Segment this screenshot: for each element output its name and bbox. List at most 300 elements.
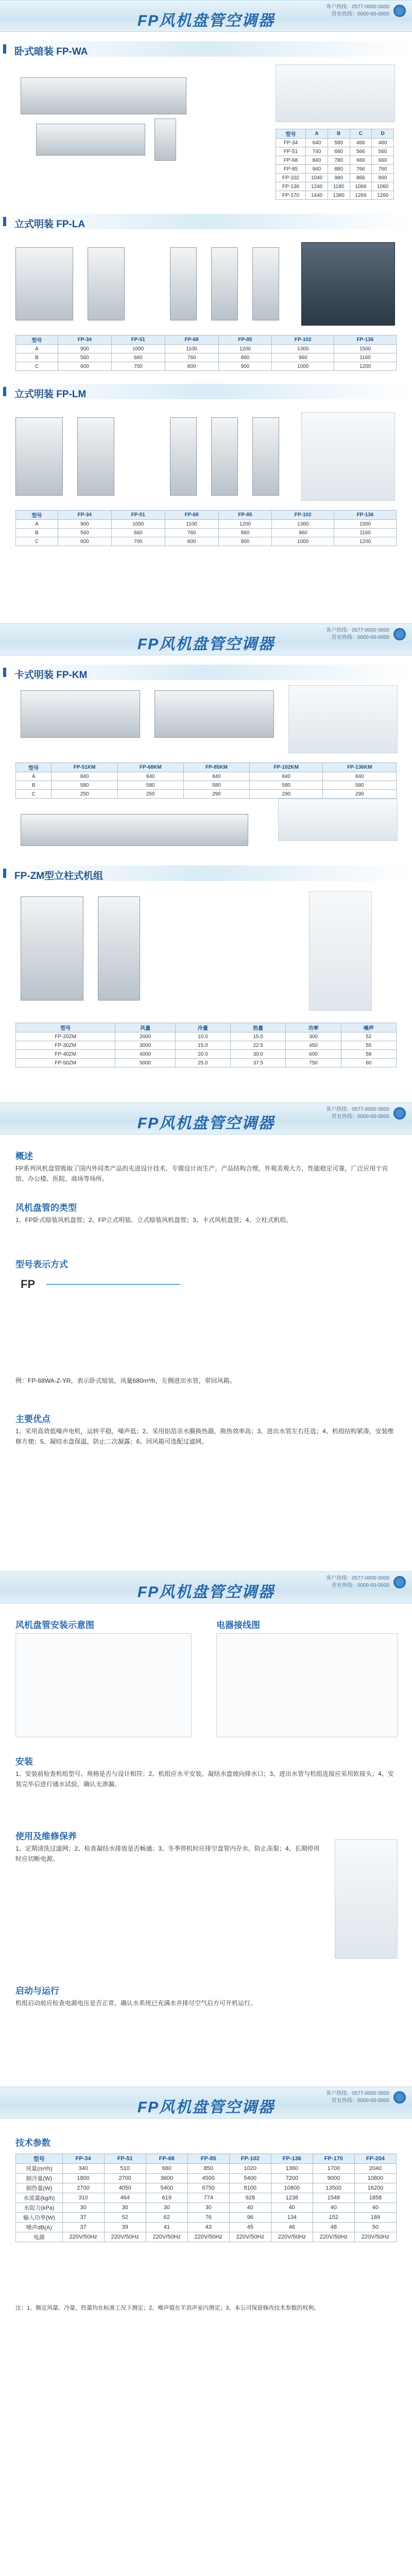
wm-table-cell: A <box>306 129 328 139</box>
la-table-row <box>16 362 397 371</box>
tech-table-cell: 62 <box>146 2213 187 2223</box>
km-table-row <box>16 763 397 772</box>
wm-drawing-side <box>36 124 145 156</box>
features-heading: 主要优点 <box>15 1414 50 1424</box>
wm-table-cell: FP-51 <box>276 147 306 156</box>
wm-table-cell: 866 <box>350 174 372 182</box>
zm-table-cell: 冷量 <box>175 1023 230 1032</box>
wm-drawing-end <box>154 118 176 161</box>
zm-table-cell: 4000 <box>115 1050 175 1059</box>
zm-table-row <box>16 1050 397 1059</box>
tech-heading: 技术参数 <box>15 2138 50 2148</box>
lm-table-cell: 1160 <box>334 529 397 537</box>
tech-table-cell: 39 <box>104 2223 146 2232</box>
tech-table-cell: 30 <box>187 2203 229 2213</box>
steps-text: 1、安装前检查机组型号、规格是否与设计相符；2、机组应水平安装，凝结水盘坡向排水口；3、进出水管与机组连接应采用软接头；4、安装完毕后进行通水试验，确认无渗漏。 <box>15 1770 394 1788</box>
lm-drawing-2 <box>170 417 197 496</box>
tech-table-row <box>16 2174 397 2183</box>
la-drawing-front <box>15 247 73 320</box>
la-table-cell: 1000 <box>272 362 334 371</box>
zm-table-cell: FP-40ZM <box>16 1050 115 1059</box>
hotline-1: 客户热线：0577-0000 0000 <box>326 4 389 10</box>
wm-table-cell: 580 <box>328 139 350 147</box>
hotline-2: 营业热线：0000-00-0000 <box>331 1583 389 1588</box>
tech-table-cell: 50 <box>354 2223 396 2232</box>
lm-table-cell: FP-68 <box>165 511 218 520</box>
wm-table-row <box>276 139 394 147</box>
tech-table-cell: 1858 <box>354 2193 396 2203</box>
km-table-cell: B <box>16 781 52 790</box>
km-table-cell: 290 <box>250 790 323 799</box>
la-table-cell: 560 <box>58 353 111 362</box>
wm-table-cell: 680 <box>328 147 350 156</box>
lm-table-cell: 760 <box>165 529 218 537</box>
zm-table-cell: 10.0 <box>175 1032 230 1041</box>
wm-table-cell: 880 <box>328 165 350 174</box>
zm-table-row <box>16 1041 397 1050</box>
tech-table-cell: 464 <box>104 2193 146 2203</box>
wm-table-cell: FP-34 <box>276 139 306 147</box>
wm-table-cell: FP-102 <box>276 174 306 182</box>
tech-table-row <box>16 2203 397 2213</box>
tech-notes: 注：1、额定风量、冷量、热量均在标准工况下测定；2、噪声值在半消声室内测定；3、本公司保留修改技术参数的权利。 <box>15 2305 320 2311</box>
model-heading: 型号表示方式 <box>15 1260 68 1269</box>
lm-table-cell: 860 <box>218 529 272 537</box>
tech-table-cell: 510 <box>104 2164 146 2174</box>
zm-table-row <box>16 1023 397 1032</box>
tech-table-cell: 噪声dB(A) <box>16 2223 63 2232</box>
zm-table-cell: 热量 <box>231 1023 286 1032</box>
tech-table-cell: FP-68 <box>146 2154 187 2164</box>
hotline-2: 营业热线：0000-00-0000 <box>331 1114 389 1120</box>
la-table-cell: 1300 <box>272 345 334 353</box>
tech-table-cell: 48 <box>313 2223 354 2232</box>
band-fp-wm <box>0 41 412 57</box>
km-panel-photo <box>278 799 398 841</box>
km-table-row <box>16 790 397 799</box>
hotline-2: 营业热线：0000-00-0000 <box>331 2098 389 2104</box>
zm-table-cell: 15.0 <box>231 1032 286 1041</box>
la-table-cell: C <box>16 362 58 371</box>
wm-unit-image <box>21 77 186 114</box>
la-table-cell: 1100 <box>165 345 218 353</box>
tech-table-cell: 310 <box>62 2193 104 2203</box>
model-code-line <box>46 1284 180 1285</box>
section-tech <box>0 2087 412 2576</box>
zm-drawing-front <box>21 896 83 1001</box>
km-table-cell: 840 <box>183 772 249 781</box>
la-table-cell: 1200 <box>218 345 272 353</box>
tech-table-cell: 40 <box>313 2203 354 2213</box>
lm-table-cell: FP-51 <box>111 511 165 520</box>
lm-table-cell: 型号 <box>16 511 58 520</box>
la-table-cell: FP-68 <box>165 335 218 345</box>
header-bar <box>0 0 412 32</box>
zm-table-cell: 55 <box>341 1041 396 1050</box>
tech-table-cell: 1238 <box>271 2193 313 2203</box>
wm-spec-table <box>276 129 394 200</box>
km-product-photo <box>288 685 398 753</box>
wm-table-cell: 466 <box>350 139 372 147</box>
lm-drawing-front <box>15 417 63 496</box>
band-fp-lm <box>0 384 412 399</box>
tech-table-cell: 16200 <box>354 2183 396 2193</box>
tech-table-cell: 5400 <box>229 2174 271 2183</box>
tech-table-row <box>16 2154 397 2164</box>
hotline <box>326 627 389 641</box>
zm-table-cell: 450 <box>286 1041 341 1050</box>
type-heading: 风机盘管的类型 <box>15 1203 77 1213</box>
tech-table-row <box>16 2193 397 2203</box>
tech-table-row <box>16 2223 397 2232</box>
zm-table-cell: 60 <box>341 1059 396 1067</box>
band-marker-icon <box>3 44 6 54</box>
la-table-cell: FP-34 <box>58 335 111 345</box>
wm-table-cell: 1266 <box>350 191 372 200</box>
zm-table-cell: 52 <box>341 1032 396 1041</box>
la-product-photo <box>301 242 395 326</box>
tech-table-cell: 水流量(kg/h) <box>16 2193 63 2203</box>
km-table-cell: A <box>16 772 52 781</box>
tech-table-cell: 10800 <box>354 2174 396 2183</box>
lm-table-cell: A <box>16 520 58 529</box>
maint-text: 1、定期清洗过滤网；2、检查凝结水排放是否畅通；3、冬季停机时应排空盘管内存水，防止冻裂；4、长期停用时应切断电源。 <box>15 1845 320 1862</box>
tech-table-cell: 76 <box>187 2213 229 2223</box>
la-table-cell: 860 <box>218 353 272 362</box>
km-drawing-panel <box>21 814 248 846</box>
la-drawing-2 <box>170 247 197 320</box>
lm-table-cell: 700 <box>111 537 165 546</box>
band-marker-icon <box>3 668 6 677</box>
tech-table-cell: 4050 <box>104 2183 146 2193</box>
tech-table-cell: 134 <box>271 2213 313 2223</box>
hotline-1: 客户热线：0577-0000 0000 <box>326 1107 389 1112</box>
model-note: 例：FP-68WA-Z-YR，表示卧式暗装，风量680m³/h，左侧进出水管，带回风箱。 <box>15 1377 236 1384</box>
tech-table-cell: 30 <box>104 2203 146 2213</box>
km-table-cell: FP-136KM <box>323 763 397 772</box>
hotline <box>326 2090 389 2105</box>
tech-table-cell: 850 <box>187 2164 229 2174</box>
tech-table-row <box>16 2183 397 2193</box>
la-table-cell: A <box>16 345 58 353</box>
km-table-cell: 580 <box>117 781 183 790</box>
lm-table-row <box>16 529 397 537</box>
lm-table-cell: 1100 <box>165 520 218 529</box>
km-table-cell: 580 <box>250 781 323 790</box>
lm-drawing-4 <box>252 417 279 496</box>
zm-table-cell: 750 <box>286 1059 341 1067</box>
tech-table-row <box>16 2232 397 2242</box>
wm-table-cell: FP-136 <box>276 182 306 191</box>
wm-table-cell: 760 <box>372 165 394 174</box>
header-title: FP风机盘管空调器 <box>137 636 275 653</box>
lm-table-row <box>16 520 397 529</box>
header-title: FP风机盘管空调器 <box>137 12 275 29</box>
type-text: 1、FP卧式暗装风机盘管；2、FP立式明装、立式暗装风机盘管；3、卡式风机盘管；4、立柱式机组。 <box>15 1216 293 1224</box>
tech-table-cell: 40 <box>271 2203 313 2213</box>
tech-table-cell: 680 <box>146 2164 187 2174</box>
features-text: 1、采用高效低噪声电机，运转平稳，噪声低；2、采用铝箔亲水膜换热器，换热效率高；3、进出水管左右任选；4、机组结构紧凑，安装维修方便；5、凝结水盘保温，防止二次凝露；6、回风箱可选配过滤网。 <box>15 1428 394 1445</box>
tech-table-row <box>16 2213 397 2223</box>
wm-table-cell: 740 <box>306 147 328 156</box>
header-bar <box>0 1571 412 1603</box>
tech-table-cell: 45 <box>229 2223 271 2232</box>
header-bar <box>0 2087 412 2119</box>
hotline-2: 营业热线：0000-00-0000 <box>331 635 389 640</box>
zm-table-cell: 3000 <box>115 1041 175 1050</box>
tech-table-cell: 1020 <box>229 2164 271 2174</box>
tech-table-cell: 9000 <box>313 2174 354 2183</box>
lm-table-cell: 800 <box>165 537 218 546</box>
header-bar <box>0 623 412 655</box>
zm-table-cell: 300 <box>286 1032 341 1041</box>
wm-table-cell: 566 <box>350 147 372 156</box>
tech-table-cell: 220V/50Hz <box>104 2232 146 2242</box>
wm-product-photo <box>276 64 395 122</box>
tech-table-cell: 1700 <box>313 2164 354 2174</box>
tech-table-cell: 型号 <box>16 2154 63 2164</box>
wm-table-cell: D <box>372 129 394 139</box>
wm-table-cell: 1040 <box>306 174 328 182</box>
km-table-cell: 290 <box>183 790 249 799</box>
la-table-row <box>16 335 397 345</box>
zm-table-cell: FP-30ZM <box>16 1041 115 1050</box>
tech-table-cell: 水阻力(kPa) <box>16 2203 63 2213</box>
la-table-cell: 型号 <box>16 335 58 345</box>
zm-table-cell: FP-50ZM <box>16 1059 115 1067</box>
brand-logo-icon <box>393 2091 406 2104</box>
la-table-cell: FP-85 <box>218 335 272 345</box>
zm-table-cell: 22.5 <box>231 1041 286 1050</box>
tech-table-cell: FP-51 <box>104 2154 146 2164</box>
tech-table-cell: 30 <box>146 2203 187 2213</box>
tech-table-cell: FP-34 <box>62 2154 104 2164</box>
lm-table-cell: 1300 <box>272 520 334 529</box>
brand-logo-icon <box>393 1107 406 1120</box>
km-table-cell: 250 <box>117 790 183 799</box>
km-drawing-top <box>21 690 140 738</box>
lm-table-cell: 900 <box>218 537 272 546</box>
tech-table-cell: 7200 <box>271 2174 313 2183</box>
tech-table-cell: 96 <box>229 2213 271 2223</box>
tech-table-cell: 4500 <box>187 2174 229 2183</box>
tech-table-cell: 189 <box>354 2213 396 2223</box>
hotline <box>326 1575 389 1589</box>
tech-table-cell: 774 <box>187 2193 229 2203</box>
km-table-cell: 580 <box>52 781 117 790</box>
hotline <box>326 1106 389 1121</box>
wm-table-cell: 766 <box>350 165 372 174</box>
band-marker-icon <box>3 217 6 226</box>
tech-table-cell: 5400 <box>146 2183 187 2193</box>
wm-table-cell: 1380 <box>328 191 350 200</box>
install-heading: 风机盘管安装示意图 <box>15 1620 94 1630</box>
tech-table-cell: 1360 <box>271 2164 313 2174</box>
band-marker-icon <box>3 869 6 878</box>
tech-table-cell: 电源 <box>16 2232 63 2242</box>
zm-table-cell: 噪声 <box>341 1023 396 1032</box>
band-label: 立式明装 FP-LA <box>14 219 85 230</box>
header-bar <box>0 1103 412 1134</box>
tech-table-cell: 40 <box>354 2203 396 2213</box>
tech-table-cell: 220V/50Hz <box>271 2232 313 2242</box>
km-table-cell: C <box>16 790 52 799</box>
wm-table-cell: FP-170 <box>276 191 306 200</box>
la-table-cell: 1000 <box>111 345 165 353</box>
brand-logo-icon <box>393 1576 406 1588</box>
overview-text: FP系列风机盘管吸取了国内外同类产品的先进设计技术，专题设计而生产。产品结构合理，外观美观大方，性能稳定可靠，广泛应用于宾馆、办公楼、医院、商场等场所。 <box>15 1165 388 1182</box>
zm-table-cell: 5000 <box>115 1059 175 1067</box>
wm-table-cell: 1066 <box>350 182 372 191</box>
zm-table-cell: 15.0 <box>175 1041 230 1050</box>
lm-table-cell: 1000 <box>111 520 165 529</box>
wm-table-row <box>276 165 394 174</box>
tech-table-cell: 220V/50Hz <box>313 2232 354 2242</box>
tech-table-cell: FP-136 <box>271 2154 313 2164</box>
tech-table-row <box>16 2164 397 2174</box>
brand-logo-icon <box>393 5 406 17</box>
start-text: 机组启动前应检查电源电压是否正常，确认水系统已充满水并排尽空气后方可开机运行。 <box>15 1999 257 2007</box>
tech-table-cell: 6750 <box>187 2183 229 2193</box>
tech-table-cell: 220V/50Hz <box>229 2232 271 2242</box>
wm-table-row <box>276 174 394 182</box>
km-table-cell: 840 <box>323 772 397 781</box>
lm-table-cell: 660 <box>111 529 165 537</box>
tech-table-cell: 2040 <box>354 2164 396 2174</box>
section-km-zm <box>0 623 412 1103</box>
wm-table-row <box>276 182 394 191</box>
hotline-1: 客户热线：0577-0000 0000 <box>326 628 389 633</box>
wm-table-cell: 860 <box>372 174 394 182</box>
la-table-row <box>16 345 397 353</box>
zm-drawing-side <box>98 896 140 1001</box>
km-table-row <box>16 772 397 781</box>
tech-table-cell: 风量(m³/h) <box>16 2164 63 2174</box>
km-drawing-side <box>154 690 274 738</box>
hotline-1: 客户热线：0577-0000 0000 <box>326 2091 389 2096</box>
lm-table-cell: FP-34 <box>58 511 111 520</box>
tech-table-cell: 340 <box>62 2164 104 2174</box>
km-table-cell: 840 <box>52 772 117 781</box>
tech-table-cell: 220V/50Hz <box>146 2232 187 2242</box>
km-table-cell: 840 <box>250 772 323 781</box>
la-table-cell: 900 <box>58 345 111 353</box>
la-table-cell: 700 <box>111 362 165 371</box>
tech-table-cell: 制冷量(W) <box>16 2174 63 2183</box>
zm-table-cell: 20.0 <box>175 1050 230 1059</box>
la-table-cell: 1500 <box>334 345 397 353</box>
la-table-cell: 1160 <box>334 353 397 362</box>
zm-table-cell: 功率 <box>286 1023 341 1032</box>
lm-table-row <box>16 537 397 546</box>
circuit-heading: 电器接线图 <box>216 1620 260 1630</box>
overview-heading: 概述 <box>15 1151 33 1161</box>
la-table-cell: 660 <box>111 353 165 362</box>
tech-table-cell: 30 <box>62 2203 104 2213</box>
tech-table-cell: 46 <box>271 2223 313 2232</box>
tech-table-cell: 13500 <box>313 2183 354 2193</box>
zm-table-cell: 型号 <box>16 1023 115 1032</box>
brand-logo-icon <box>393 628 406 640</box>
km-table-cell: FP-102KM <box>250 763 323 772</box>
band-label: FP-ZM型立柱式机组 <box>14 871 104 882</box>
zm-table-cell: FP-20ZM <box>16 1032 115 1041</box>
tech-table-cell: 52 <box>104 2213 146 2223</box>
la-drawing-side <box>88 247 125 320</box>
tech-table-cell: 10800 <box>271 2183 313 2193</box>
tech-table-cell: 制热量(W) <box>16 2183 63 2193</box>
lm-table-cell: 1500 <box>334 520 397 529</box>
zm-table-cell: 2000 <box>115 1032 175 1041</box>
band-label: 立式明装 FP-LM <box>14 389 87 400</box>
steps-heading: 安装 <box>15 1757 33 1767</box>
tech-table-cell: 2700 <box>104 2174 146 2183</box>
header-title: FP风机盘管空调器 <box>137 1584 275 1601</box>
lm-drawing-side <box>77 417 114 496</box>
la-drawing-4 <box>252 247 279 320</box>
km-table-cell: FP-68KM <box>117 763 183 772</box>
wm-table-row <box>276 147 394 156</box>
lm-table-cell: FP-102 <box>272 511 334 520</box>
la-table-cell: B <box>16 353 58 362</box>
la-table-row <box>16 353 397 362</box>
wm-table-cell: 666 <box>350 156 372 165</box>
wm-table-cell: 940 <box>306 165 328 174</box>
la-table-cell: 800 <box>165 362 218 371</box>
tech-table-cell: 220V/50Hz <box>62 2232 104 2242</box>
tech-table-cell: 220V/50Hz <box>354 2232 396 2242</box>
section-install <box>0 1571 412 2087</box>
zm-product-photo <box>309 891 372 1011</box>
km-table-cell: FP-51KM <box>52 763 117 772</box>
km-table-cell: 580 <box>183 781 249 790</box>
lm-table-cell: 560 <box>58 529 111 537</box>
lm-table-cell: FP-85 <box>218 511 272 520</box>
km-table-cell: 840 <box>117 772 183 781</box>
wm-table-cell: 1440 <box>306 191 328 200</box>
tech-table-cell: 152 <box>313 2213 354 2223</box>
la-table-cell: 760 <box>165 353 218 362</box>
wm-table-cell: 1060 <box>372 182 394 191</box>
zm-table-row <box>16 1059 397 1067</box>
wm-table-cell: B <box>328 129 350 139</box>
wm-table-cell: 640 <box>306 139 328 147</box>
km-table-cell: 580 <box>323 781 397 790</box>
tech-table-cell: FP-102 <box>229 2154 271 2164</box>
la-table-cell: 1200 <box>334 362 397 371</box>
tech-table-cell: FP-170 <box>313 2154 354 2164</box>
tech-table-cell: 43 <box>187 2223 229 2232</box>
wm-table-cell: 780 <box>328 156 350 165</box>
install-diagram <box>15 1633 192 1737</box>
lm-table-cell: B <box>16 529 58 537</box>
wm-table-cell: 1260 <box>372 191 394 200</box>
tech-table-cell: 37 <box>62 2213 104 2223</box>
km-table-cell: 型号 <box>16 763 52 772</box>
wm-table-cell: 型号 <box>276 129 306 139</box>
tech-table-cell: 40 <box>229 2203 271 2213</box>
lm-table-cell: 600 <box>58 537 111 546</box>
tech-table-cell: FP-204 <box>354 2154 396 2164</box>
lm-table-cell: 1000 <box>272 537 334 546</box>
tech-table-cell: 3600 <box>146 2174 187 2183</box>
hotline-2: 营业热线：0000-00-0000 <box>331 11 389 17</box>
tech-table-cell: 1548 <box>313 2193 354 2203</box>
lm-product-photo <box>301 412 395 501</box>
zm-table-cell: 58 <box>341 1050 396 1059</box>
tech-table-cell: FP-85 <box>187 2154 229 2164</box>
wm-table-cell: 980 <box>328 174 350 182</box>
